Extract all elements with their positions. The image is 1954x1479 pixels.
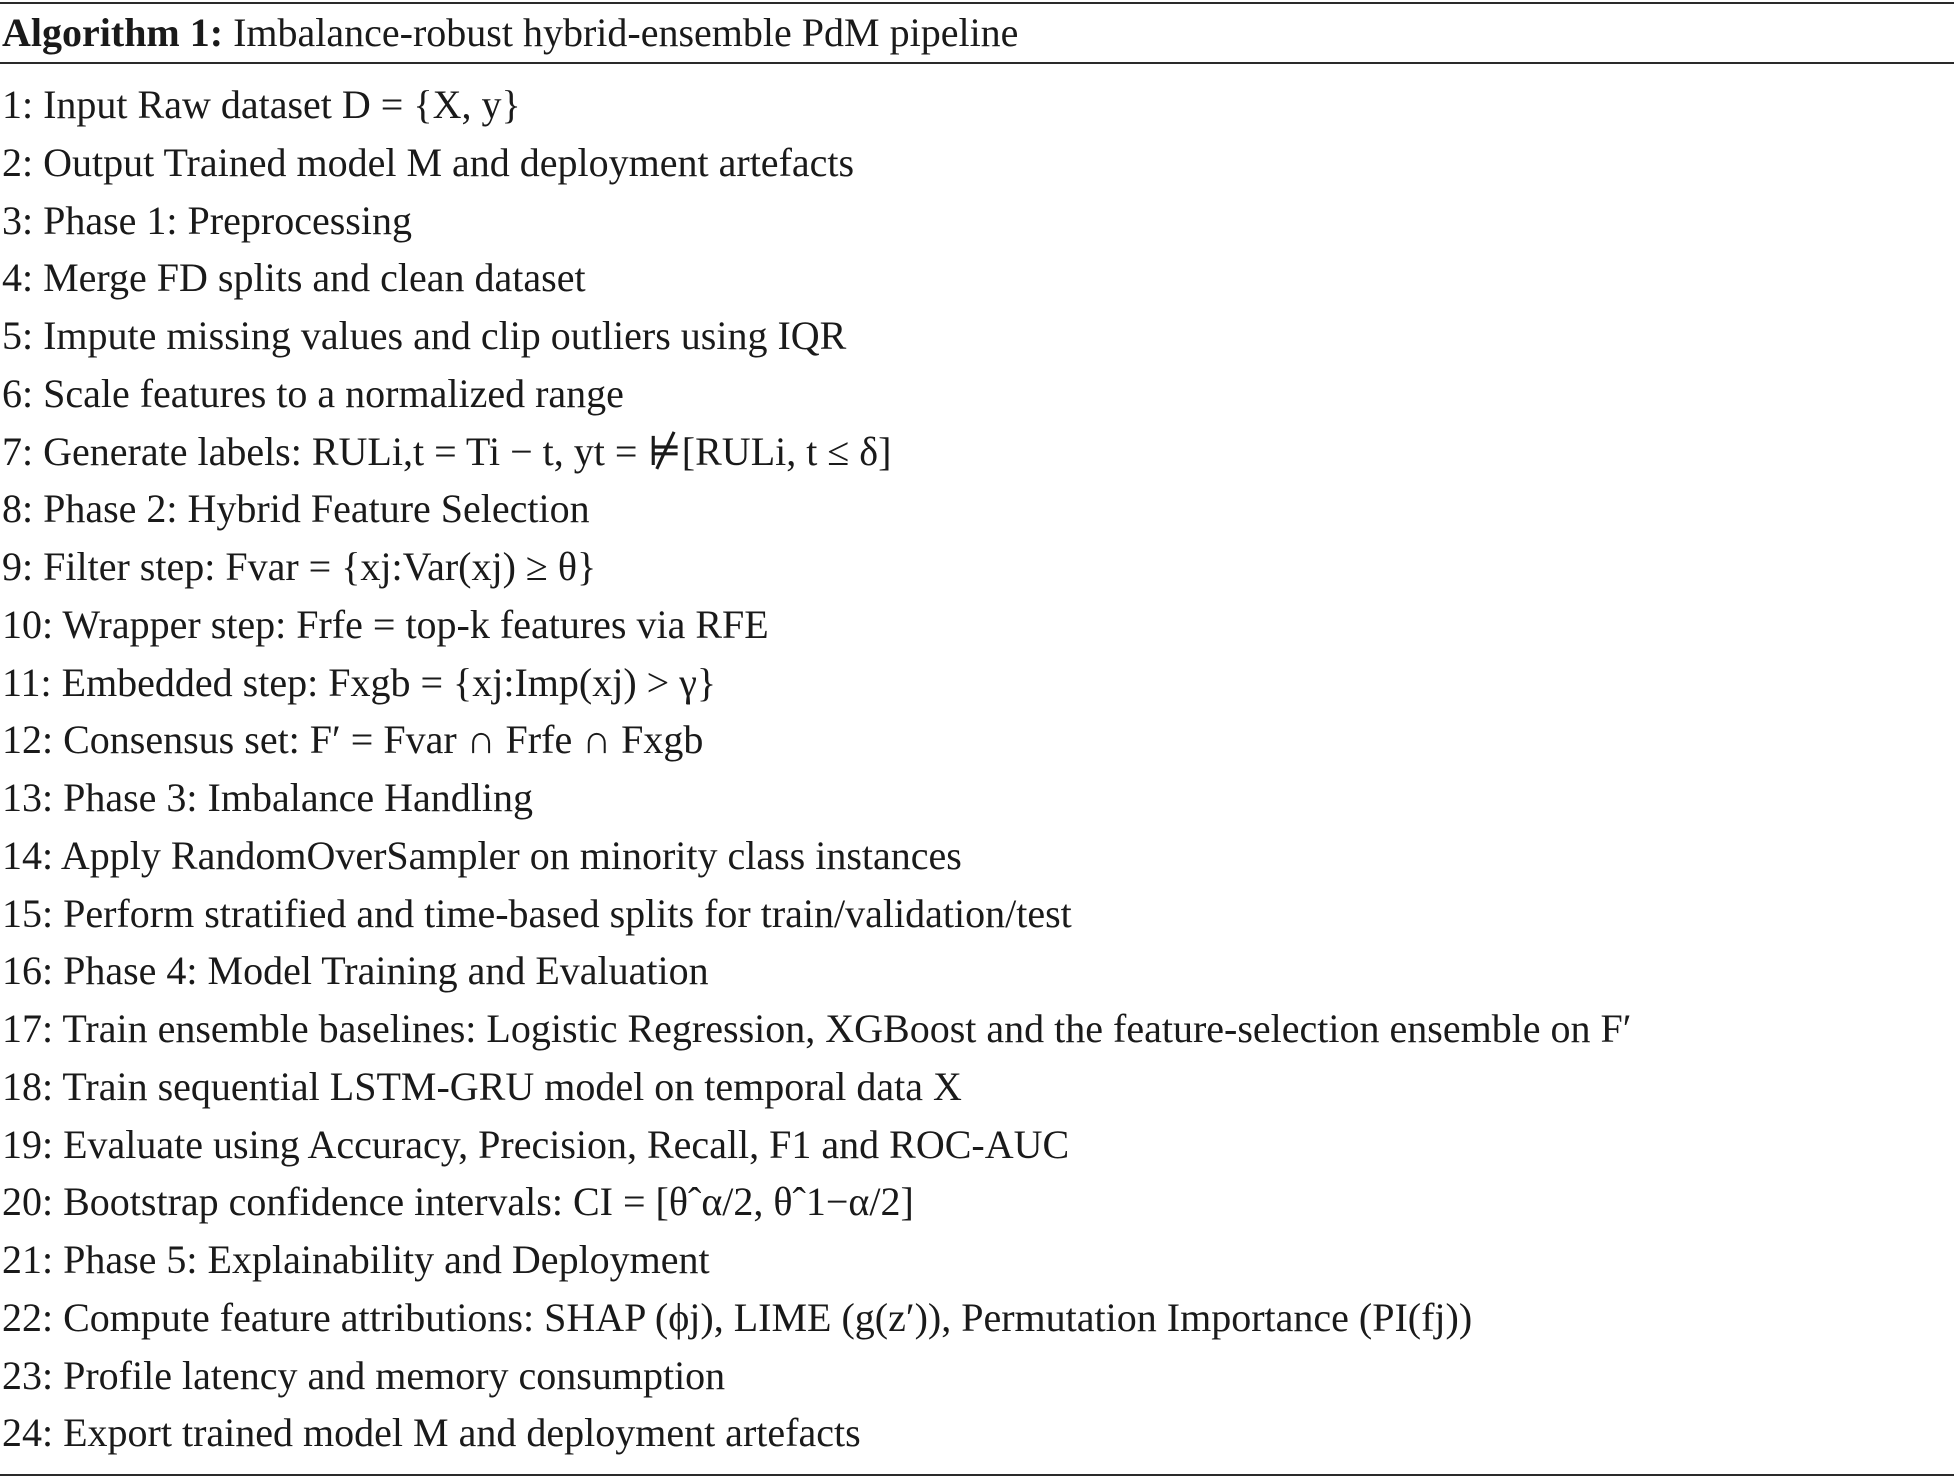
algorithm-step: 22: Compute feature attributions: SHAP (ϕj), LIME (g(z′)), Permutation Importance (PI(fj)) (2, 1294, 1473, 1340)
algorithm-step: 13: Phase 3: Imbalance Handling (2, 775, 533, 820)
algorithm-step: 9: Filter step: Fvar = {xj:Var(xj) ≥ θ} (2, 544, 597, 589)
bottom-rule (0, 1474, 1954, 1476)
algorithm-step: 24: Export trained model M and deployment artefacts (2, 1410, 861, 1456)
algorithm-step: 7: Generate labels: RULi,t = Ti − t, yt = ⊭[RULi, t ≤ δ] (2, 428, 892, 474)
algorithm-step: 21: Phase 5: Explainability and Deployment (2, 1237, 710, 1282)
algorithm-step: 14: Apply RandomOverSampler on minority class instances (2, 832, 962, 878)
algorithm-step: 18: Train sequential LSTM-GRU model on temporal data X (2, 1063, 962, 1109)
algorithm-title: Imbalance-robust hybrid-ensemble PdM pipeline (233, 10, 1019, 55)
algorithm-step: 1: Input Raw dataset D = {X, y} (2, 82, 521, 127)
algorithm-step: 2: Output Trained model M and deployment artefacts (2, 139, 855, 185)
algorithm-step: 12: Consensus set: F′ = Fvar ∩ Frfe ∩ Fxgb (2, 717, 704, 763)
algorithm-step: 20: Bootstrap confidence intervals: CI = [θˆα/2, θˆ1−α/2] (2, 1179, 914, 1225)
algorithm-step: 8: Phase 2: Hybrid Feature Selection (2, 486, 590, 532)
algorithm-step: 15: Perform stratified and time-based splits for train/validation/test (2, 890, 1072, 936)
algorithm-step: 4: Merge FD splits and clean dataset (2, 255, 586, 301)
algorithm-step: 3: Phase 1: Preprocessing (2, 197, 412, 243)
header-rule (0, 62, 1954, 64)
algorithm-steps (2, 76, 1632, 1462)
algorithm-step: 16: Phase 4: Model Training and Evaluation (2, 948, 709, 994)
algorithm-step: 19: Evaluate using Accuracy, Precision, Recall, F1 and ROC-AUC (2, 1121, 1070, 1167)
algorithm-label: Algorithm 1: (2, 10, 224, 55)
algorithm-step: 6: Scale features to a normalized range (2, 370, 624, 416)
algorithm-step: 23: Profile latency and memory consumption (2, 1352, 726, 1398)
algorithm-step: 11: Embedded step: Fxgb = {xj:Imp(xj) > γ} (2, 659, 717, 705)
algorithm-caption (2, 4, 1018, 62)
algorithm-step: 17: Train ensemble baselines: Logistic Regression, XGBoost and the feature-selection ensemble on F′ (2, 1006, 1632, 1051)
algorithm-step: 10: Wrapper step: Frfe = top-k features via RFE (2, 601, 769, 647)
algorithm-step: 5: Impute missing values and clip outliers using IQR (2, 313, 847, 358)
